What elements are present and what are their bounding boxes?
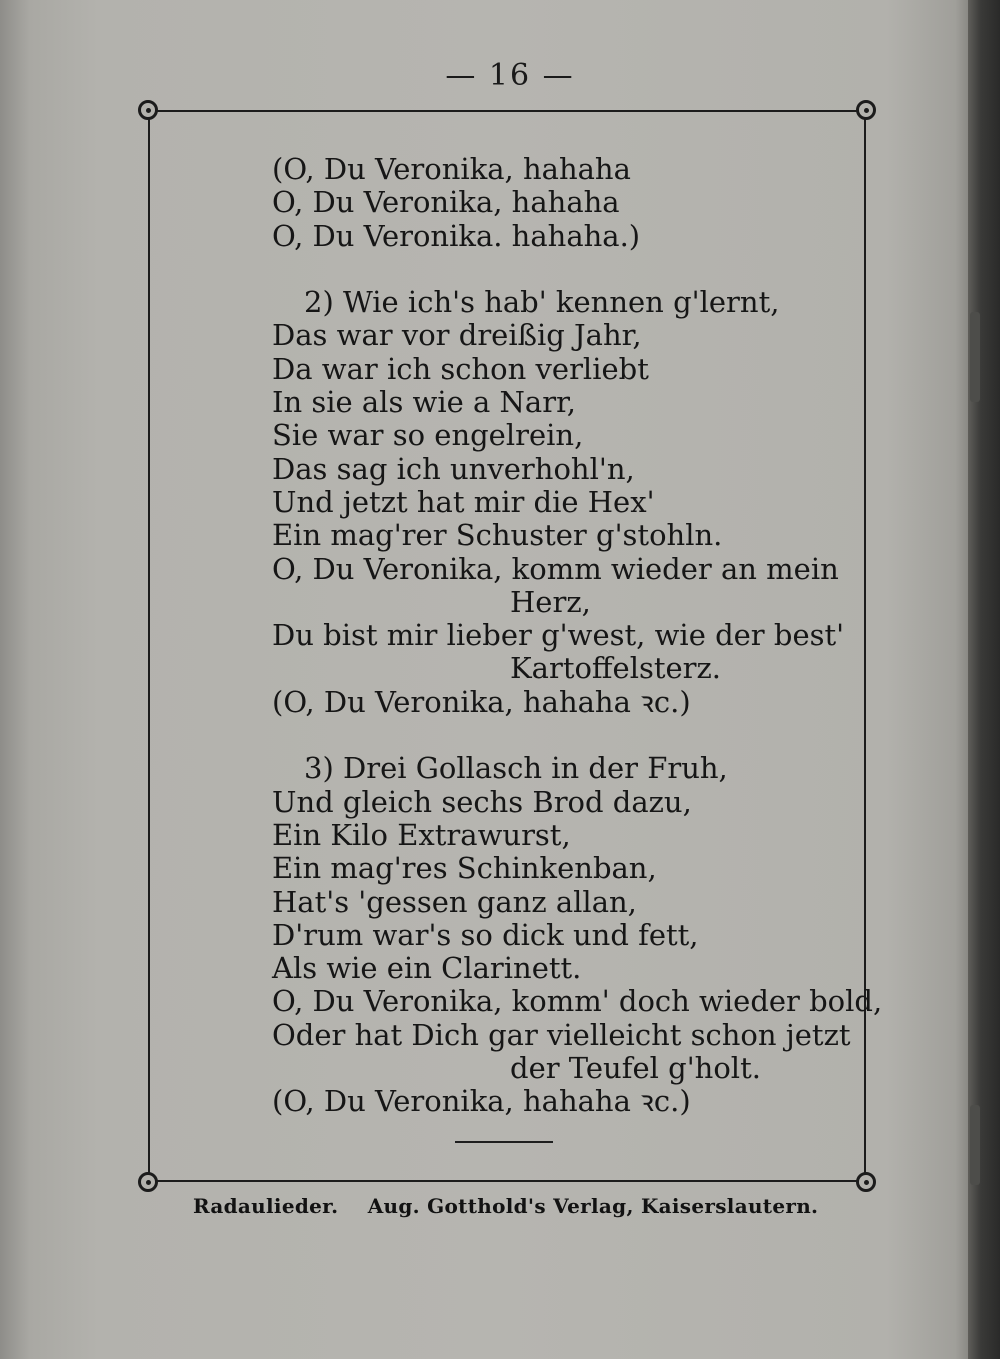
poem-line: In sie als wie a Narr, [272, 385, 576, 420]
poem-line: D'rum war's so dick und fett, [272, 917, 699, 952]
poem-text [272, 152, 883, 1119]
poem-line: O, Du Veronika. hahaha.) [272, 218, 641, 253]
corner-ornament [856, 100, 876, 120]
corner-ornament [856, 1172, 876, 1192]
poem-line: Ein mag'res Schinkenban, [272, 851, 657, 886]
footer-publisher: Aug. Gotthold's Verlag, Kaiserslautern. [367, 1194, 819, 1218]
binding-clip [970, 1105, 980, 1185]
poem-line: Das war vor dreißig Jahr, [272, 318, 642, 353]
corner-ornament [138, 1172, 158, 1192]
poem-line: (O, Du Veronika, hahaha ꝛc.) [272, 684, 691, 719]
footer-collection-title: Radaulieder. [193, 1194, 339, 1218]
poem-line: Als wie ein Clarinett. [272, 951, 582, 986]
page-footer [193, 1194, 833, 1218]
poem-line: Ein Kilo Extrawurst, [272, 817, 571, 852]
binding-clip [970, 312, 980, 402]
poem-line: Da war ich schon verliebt [272, 351, 649, 386]
poem-line: Und jetzt hat mir die Hex' [272, 484, 655, 519]
poem-line: Herz, [510, 584, 591, 619]
stanza-gap [272, 253, 832, 286]
poem-line: Oder hat Dich gar vielleicht schon jetzt [272, 1017, 851, 1052]
corner-ornament [138, 100, 158, 120]
poem-line: 2) Wie ich's hab' kennen g'lernt, [304, 285, 780, 320]
poem-line: 3) Drei Gollasch in der Fruh, [304, 751, 728, 786]
poem-line: O, Du Veronika, komm wieder an mein [272, 551, 839, 586]
poem-line: der Teufel g'holt. [510, 1051, 761, 1086]
poem-line: Das sag ich unverhohl'n, [272, 451, 635, 486]
poem-line: Sie war so engelrein, [272, 418, 584, 453]
poem-line: Ein mag'rer Schuster g'stohln. [272, 518, 723, 553]
poem-line: Hat's 'gessen ganz allan, [272, 884, 637, 919]
end-rule [455, 1141, 553, 1143]
poem-line: Und gleich sechs Brod dazu, [272, 784, 692, 819]
poem-line: O, Du Veronika, komm' doch wieder bold, [272, 984, 883, 1019]
poem-line: Du bist mir lieber g'west, wie der best' [272, 618, 845, 653]
stanza-gap [272, 719, 832, 752]
page-number: — 16 — [445, 58, 575, 93]
poem-line: O, Du Veronika, hahaha [272, 185, 620, 220]
poem-line: (O, Du Veronika, hahaha ꝛc.) [272, 1084, 691, 1119]
poem-line: (O, Du Veronika, hahaha [272, 152, 631, 186]
poem-line: Kartoffelsterz. [510, 651, 722, 686]
